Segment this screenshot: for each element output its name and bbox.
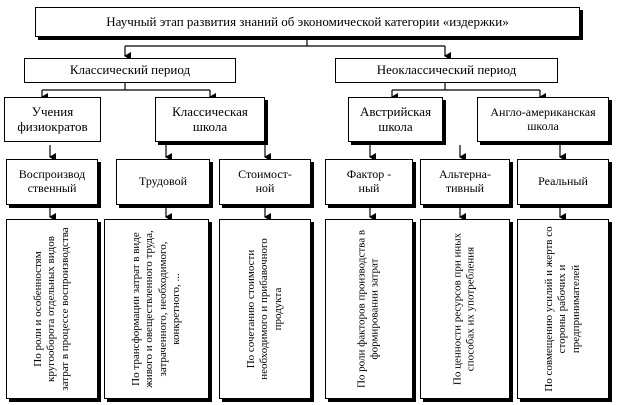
type-cost-line-1: Стоимост- [238, 167, 292, 182]
neoclassical-period-label: Неоклассический период [376, 62, 517, 78]
type-cost-line-2: ной [255, 181, 275, 195]
diagram-title [35, 7, 580, 37]
anglo-school-line-1: Англо-американская [490, 104, 596, 119]
desc-box-5 [420, 219, 510, 399]
type-real-box [517, 159, 609, 205]
austrian-school-box [348, 97, 443, 142]
classical-period-box [24, 58, 236, 83]
classical-school-line-2: школа [192, 118, 228, 134]
desc-box-6 [517, 219, 609, 399]
desc-box-4 [325, 219, 413, 399]
type-factor-line-1: Фактор - [346, 167, 392, 182]
desc-text-4: По роли факторов производства в формировании затрат [355, 229, 381, 389]
classical-school-line-1: Классическая [172, 103, 248, 119]
physiocrats-line-1: Учения [31, 103, 74, 119]
type-labor-line-1: Трудовой [138, 174, 188, 189]
austrian-school-line-2: школа [378, 118, 413, 134]
desc-text-6: По совмещению усилий и жертв со стороны рабочих и предпринимателей [542, 226, 582, 392]
type-factor-box [325, 159, 413, 205]
type-labor-box [116, 159, 210, 205]
desc-box-2 [104, 219, 209, 399]
classical-school-box [155, 97, 265, 142]
desc-box-1 [6, 219, 98, 399]
anglo-american-school-box [477, 97, 609, 142]
type-real-line-1: Реальный [538, 174, 588, 189]
diagram-title-text: Научный этап развития знаний об экономической категории «издержки» [106, 13, 509, 29]
desc-text-2: По трансформации затрат в виде живого и овеществленного труда, затраченного, необходимого, конкретного, ... [129, 230, 182, 388]
type-cost-box [219, 159, 311, 205]
desc-text-5: По ценности ресурсов при иных способах их употребления [451, 232, 477, 386]
type-alternative-box [420, 159, 510, 205]
physiocrats-line-2: физиократов [17, 118, 88, 134]
physiocrats-school-box [4, 97, 101, 142]
type-reproductive-box [6, 159, 98, 205]
type-alternative-line-1: Альтерна- [439, 167, 491, 182]
desc-box-3 [219, 219, 311, 399]
type-alternative-line-2: тивный [445, 181, 485, 195]
neoclassical-period-box [335, 58, 558, 83]
desc-text-3: По сочетанию стоимости необходимого и прибавочного продукта [244, 238, 284, 380]
type-reproductive-line-1: Воспроизвод [18, 167, 86, 182]
classical-period-label: Классический период [69, 62, 191, 78]
austrian-school-line-1: Австрийская [359, 103, 432, 119]
anglo-school-line-2: школа [527, 118, 559, 133]
type-reproductive-line-2: ственный [27, 181, 77, 195]
type-factor-line-2: ный [358, 181, 380, 195]
desc-text-1: По роли и особенностям кругооборота отдельных видов затрат в процессе воспроизводства [31, 227, 71, 391]
